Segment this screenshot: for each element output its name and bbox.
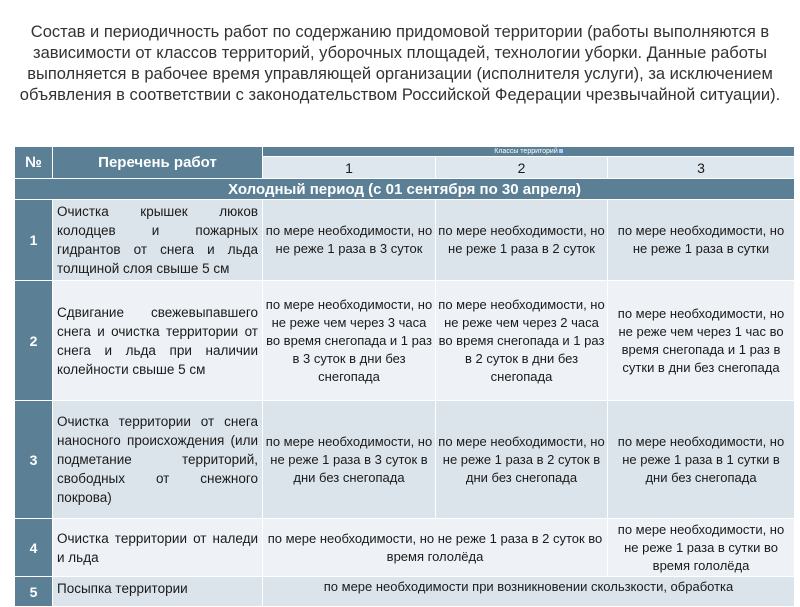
table-row (15, 200, 795, 281)
row-class123: по мере необходимости при возникновении скользкости, обработка (263, 577, 795, 607)
row-class3: по мере необходимости, но не реже чем через 1 час во время снегопада и 1 раз в сутки в дни без снегопада (608, 281, 795, 401)
table-row (15, 519, 795, 577)
row-class12: по мере необходимости, но не реже 1 раза в 2 суток во время гололёда (263, 519, 608, 577)
class-2: 2 (436, 157, 608, 179)
row-work: Посыпка территории (53, 577, 263, 607)
header-classes (263, 147, 795, 157)
table-header-row (15, 147, 795, 157)
link-marker-icon (559, 149, 563, 153)
row-class1: по мере необходимости, но не реже 1 раза в 3 суток в дни без снегопада (263, 401, 436, 519)
row-num: 2 (15, 281, 53, 401)
page-title: Состав и периодичность работ по содержанию придомовой территории (работы выполняются в зависимости от классов территорий, уборочных площадей, технологии уборки. Данные работы выполняется в рабочее время управляющей организации (исполнителя услуги), за исключением объявления в соответствии с законодательством Российской Федерации чрезвычайной ситуации). (19, 23, 781, 104)
row-num: 1 (15, 200, 53, 281)
header-works: Перечень работ (53, 147, 263, 179)
row-class2: по мере необходимости, но не реже 1 раза в 2 суток в дни без снегопада (436, 401, 608, 519)
table-row (15, 401, 795, 519)
row-num: 5 (15, 577, 53, 607)
class-3: 3 (608, 157, 795, 179)
row-work: Очистка территории от наледи и льда (53, 519, 263, 577)
row-class2: по мере необходимости, но не реже 1 раза в 2 суток (436, 200, 608, 281)
section-row (15, 179, 795, 200)
row-class1: по мере необходимости, но не реже чем через 3 часа во время снегопада и 1 раз в 3 суток в дни без снегопада (263, 281, 436, 401)
row-class2: по мере необходимости, но не реже чем через 2 часа во время снегопада и 1 раз в 2 суток в дни без снегопада (436, 281, 608, 401)
row-work: Сдвигание свежевыпавшего снега и очистка территории от снега и льда при наличии колейности свыше 5 см (53, 281, 263, 401)
header-num: № (15, 147, 53, 179)
section-cold-period: Холодный период (с 01 сентября по 30 апреля) (15, 179, 795, 200)
row-num: 4 (15, 519, 53, 577)
row-work: Очистка территории от снега наносного происхождения (или подметание территорий, свободных от снежного покрова) (53, 401, 263, 519)
works-table (14, 146, 795, 607)
row-class3: по мере необходимости, но не реже 1 раза в сутки (608, 200, 795, 281)
row-class1: по мере необходимости, но не реже 1 раза в 3 суток (263, 200, 436, 281)
class-1: 1 (263, 157, 436, 179)
row-class3: по мере необходимости, но не реже 1 раза в сутки во время гололёда (608, 519, 795, 577)
row-work: Очистка крышек люков колодцев и пожарных гидрантов от снега и льда толщиной слоя свыше 5 см (53, 200, 263, 281)
row-class3: по мере необходимости, но не реже 1 раза в 1 сутки в дни без снегопада (608, 401, 795, 519)
row-num: 3 (15, 401, 53, 519)
table-row (15, 281, 795, 401)
header-classes-label: Классы территорий (494, 148, 558, 155)
table-row (15, 577, 795, 607)
